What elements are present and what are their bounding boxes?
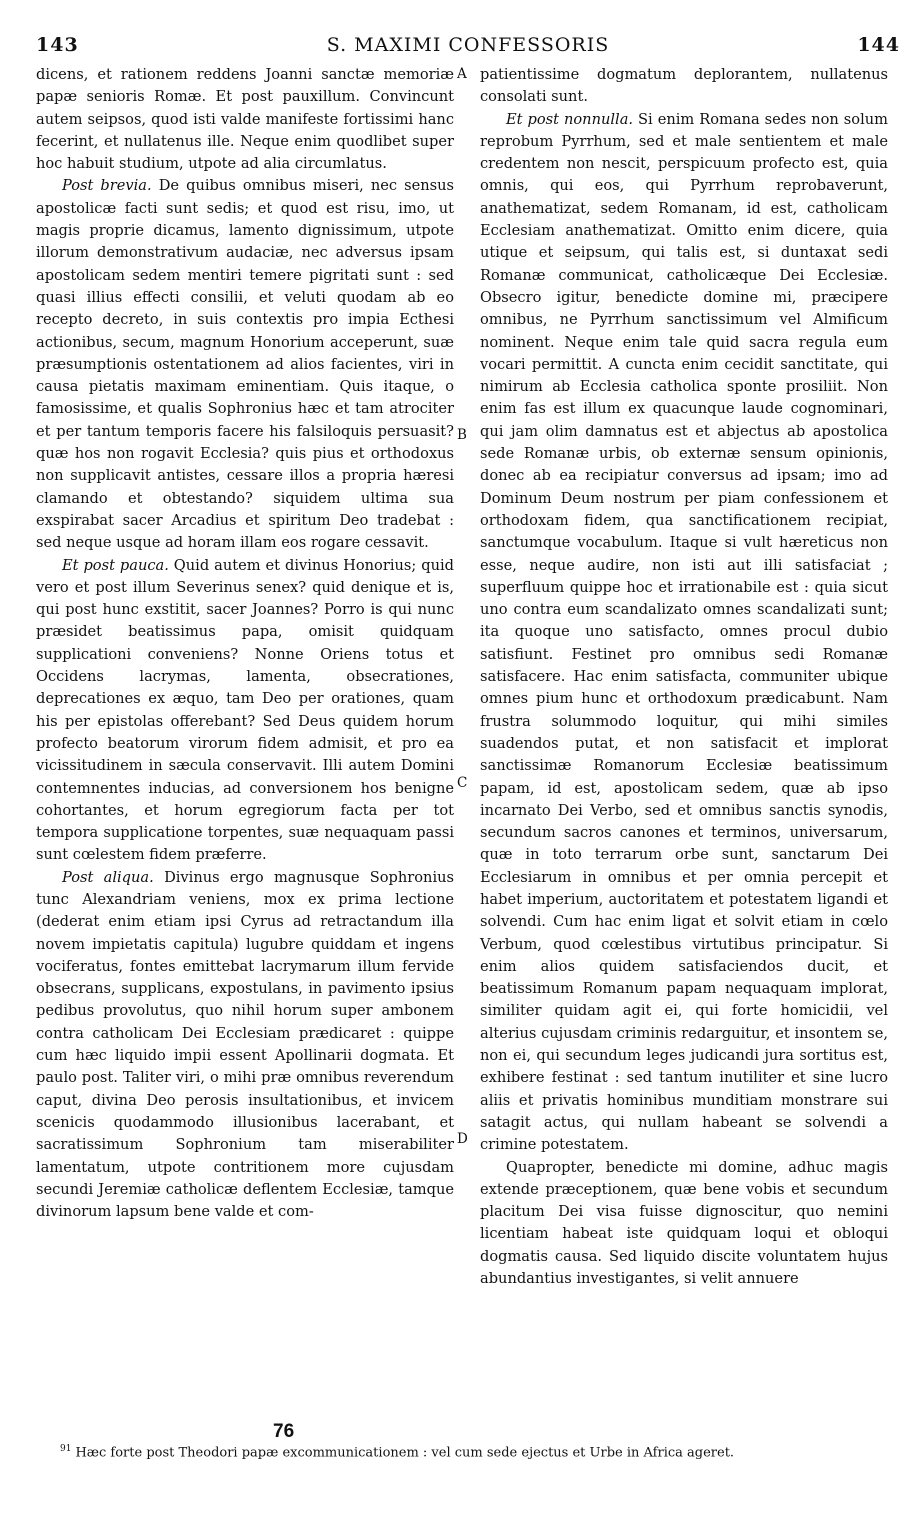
paragraph — [36, 867, 454, 1224]
paragraph — [36, 555, 454, 867]
footnote — [60, 1440, 900, 1462]
signature-mark: 76 — [270, 1421, 297, 1443]
paragraph-lead: Post brevia. — [62, 177, 152, 195]
paragraph-lead: Post aliqua. — [62, 868, 154, 886]
paragraph-text: Divinus ergo magnusque Sophronius tunc Alexandriam veniens, mox ex prima lectione (dederat enim etiam ipsi Cyrus ad retractandum illa novem impietatis capitula) lugubre quiddam et ingens vociferatus, fontes emittebat lacrymarum illum fervide obsecrans, supplicans, expostulans, in pavimento ipsius pedibus provolutus, quo nihil horum super ambonem contra catholicam Dei Ecclesiam prædicaret : quippe cum hæc liquido impii essent Apollinarii dogmata. Et paulo post. Taliter viri, o mihi præ omnibus reverendum caput, divina Deo perosis insultationibus, et invicem scenicis quodammodo illusionibus lacerabant, et sacratissimum Sophronium tam miserabiliter lamentatum, utpote contritionem more cujusdam secundi Jeremiæ catholicæ deflentem Ecclesiæ, tamque divinorum lapsum bene valde et com- — [36, 868, 455, 1221]
paragraph-lead: Et post nonnulla. — [506, 110, 634, 128]
right-column — [480, 64, 888, 1290]
paragraph-text: Quapropter, benedicte mi domine, adhuc magis extende præceptionem, quæ bene vobis et secundum placitum Dei visa fuisse dignoscitur, quo nemini licentiam habeat iste quidquam loqui et obloqui dogmatis causa. Sed liquido discite voluntatem hujus abundantius investigantes, si velit annuere — [480, 1158, 888, 1288]
margin-letter-a: A — [457, 66, 467, 82]
page-number-right: 144 — [857, 34, 900, 56]
paragraph-text: Quid autem et divinus Honorius; quid vero et post illum Severinus senex? quid denique et is, qui post hunc exstitit, sacer Joannes? Porro is qui nunc præsidet beatissimus papa, omisit quidquam supplicationi conveniens? Nonne Oriens totus et Occidens lacrymas, lamenta, obsecrationes, deprecationes ex æquo, tam Deo per orationes, quam his per epistolas offerebant? Sed Deus quidem horum profecto beatorum virorum fidem admisit, et pro ea vicissitudinem in sæcula conservavit. Illi autem Domini contemnentes inducias, ad conversionem hos benigne cohortantes, et horum egregiorum facta per tot tempora supplicatione torpentes, suæ nequaquam passi sunt cœlestem fidem præferre. — [36, 556, 454, 864]
margin-letter-c: C — [457, 775, 468, 791]
running-header — [36, 34, 900, 60]
paragraph — [480, 1157, 888, 1291]
left-column — [36, 64, 454, 1223]
margin-letter-d: D — [457, 1131, 468, 1147]
margin-letter-b: B — [457, 427, 467, 443]
page-number-left: 143 — [36, 34, 79, 56]
footnote-marker: 91 — [60, 1444, 72, 1454]
paragraph — [36, 175, 454, 554]
paragraph-text: patientissime dogmatum deplorantem, nullatenus consolati sunt. — [480, 66, 888, 106]
paragraph-text: De quibus omnibus miseri, nec sensus apostolicæ facti sunt sedis; et quod est risu, imo, ut magis proprie dicamus, lamento dignissimum, utpote illorum demonstrativum audaciæ, nec adversus ipsam apostolicam sedem mentiri temere pigritati sunt : sed quasi illius effecti consilii, et veluti quodam ab eo recepto decreto, in suis contextis pro impia Ecthesi actionibus, secum, magnum Honorium acceperunt, suæ præsumptionis ostentationem ad alios facientes, viri in causa pietatis maximam eminentiam. Quis itaque, o famosissime, et qualis Sophronius hæc et tam atrociter et per tantum temporis facere his falsiloquis persuasit? quæ hos non rogavit Ecclesia? quis pius et orthodoxus non supplicavit antistes, cessare illos a propria hæresi clamando et obtestando? siquidem ultima sua exspirabat sacer Arcadius et spiritum Deo tradebat : sed neque usque ad horam illam eos rogare cessavit. — [36, 177, 454, 552]
footnote-text: Hæc forte post Theodori papæ excommunicationem : vel cum sede ejectus et Urbe in Africa ageret. — [75, 1445, 735, 1461]
paragraph-lead: Et post pauca. — [62, 556, 169, 574]
paragraph-text: Si enim Romana sedes non solum reprobum Pyrrhum, sed et male sentientem et male credentem non nescit, perspicuum profecto est, quia omnis, qui eos, qui Pyrrhum reprobaverunt, anathematizat, sedem Romanam, id est, catholicam Ecclesiam anathematizat. Omitto enim dicere, quia utique et seipsum, qui talis est, si duntaxat sedi Romanæ communicat, catholicæque Dei Ecclesiæ. Obsecro igitur, benedicte domine mi, præcipere omnibus, ne Pyrrhum sanctissimum vel Almificum nominent. Neque enim tale quid sacra regula eum vocari permittit. A cuncta enim cecidit sanctitate, qui nimirum ab Ecclesia catholica sponte prosiliit. Non enim fas est illum ex quacunque laude cognominari, qui jam olim damnatus est et abjectus ab apostolica sede Romanæ urbis, ob externæ sensum opinionis, donec ab ea recipiatur conversus ad ipsam; imo ad Dominum Deum nostrum per piam confessionem et orthodoxam fidem, qua sanctificationem recipiat, sanctumque vocabulum. Itaque si vult hæreticus non esse, neque audire, non isti aut illi satisfaciat ; superfluum quippe hoc et irrationabile est : quia sicut uno contra eum scandalizato omnes scandalizati sunt; ita quoque uno satisfacto, omnes procul dubio satisfiunt. Festinet pro omnibus sedi Romanæ satisfacere. Hac enim satisfacta, communiter ubique omnes pium hunc et orthodoxum prædicabunt. Nam frustra solummodo loquitur, qui mihi similes suadendos putat, et non satisfacit et implorat sanctissimæ Romanorum Ecclesiæ beatissimum papam, id est, apostolicam sedem, quæ ab ipso incarnato Dei Verbo, sed et omnibus sanctis synodis, secundum sacros canones et terminos, universarum, quæ in toto terrarum orbe sunt, sanctarum Dei Ecclesiarum in omnibus et per omnia percepit et habet imperium, auctoritatem et potestatem ligandi et solvendi. Cum hac enim ligat et solvit etiam in cœlo Verbum, quod cœlestibus virtutibus principatur. Si enim alios quidem satisfaciendos ducit, et beatissimum Romanum papam nequaquam implorat, similiter quidam agit ei, qui forte homicidii, vel alterius cujusdam criminis redarguitur, et insontem se, non ei, qui secundum leges judicandi jura sortitus est, exhibere festinat : sed tantum inutiliter et sine lucro aliis et privatis hominibus munditiam monstrare sui satagit actus, qui nullam habeant se solvendi a crimine potestatem. — [480, 110, 888, 1154]
paragraph — [36, 64, 454, 175]
paragraph — [480, 109, 888, 1157]
paragraph-text: dicens, et rationem reddens Joanni sanctæ memoriæ papæ senioris Romæ. Et post pauxillum. Convincunt autem seipsos, quod isti valde manifeste fortissimi hanc fecerint, et nullatenus ille. Neque enim quodlibet super hoc habuit studium, utpote ad alia circumlatus. — [36, 66, 454, 173]
paragraph — [480, 64, 888, 109]
running-title: S. MAXIMI CONFESSORIS — [326, 34, 610, 56]
